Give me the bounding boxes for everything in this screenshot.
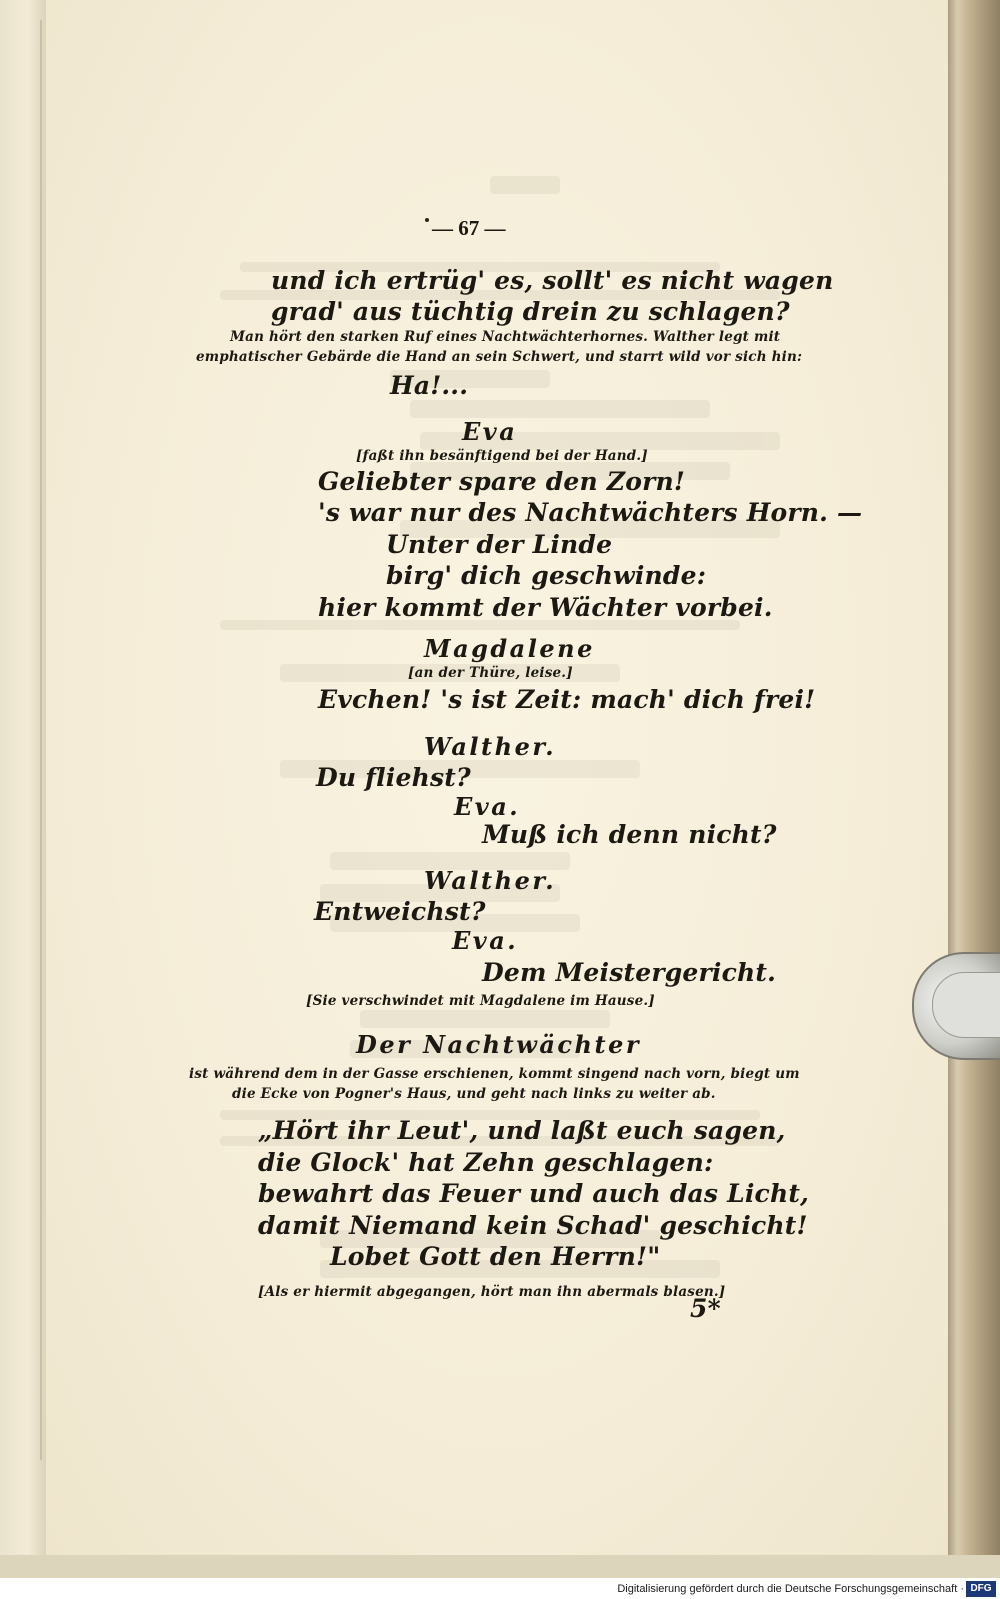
verse-line: Entweichst? xyxy=(314,897,486,926)
stage-direction: emphatischer Gebärde die Hand an sein Schwert, und starrt wild vor sich hin: xyxy=(196,349,803,365)
verse-line: damit Niemand kein Schad' geschicht! xyxy=(258,1211,808,1240)
page-number: — 67 — xyxy=(432,216,506,240)
speaker-eva: Eva xyxy=(462,417,518,446)
speaker-magdalene: Magdalene xyxy=(424,634,595,663)
speaker-walther: Walther. xyxy=(424,866,557,895)
verse-line: „Hört ihr Leut', und laßt euch sagen, xyxy=(258,1116,786,1145)
verse-line: Du fliehst? xyxy=(316,763,471,792)
ink-dot xyxy=(425,218,429,222)
verse-line: Ha!... xyxy=(390,371,469,400)
stage-direction: die Ecke von Pogner's Haus, und geht nach links zu weiter ab. xyxy=(232,1086,716,1102)
verse-line: Lobet Gott den Herrn!" xyxy=(330,1242,661,1271)
verse-line: Geliebter spare den Zorn! xyxy=(318,467,686,496)
stage-direction: [Als er hiermit abgegangen, hört man ihn abermals blasen.] xyxy=(258,1284,726,1300)
verse-line: die Glock' hat Zehn geschlagen: xyxy=(258,1148,714,1177)
speaker-eva: Eva. xyxy=(452,926,519,955)
verse-line: grad' aus tüchtig drein zu schlagen? xyxy=(271,297,790,326)
verse-line: Unter der Linde xyxy=(386,530,613,559)
verse-line: hier kommt der Wächter vorbei. xyxy=(318,593,773,622)
verse-line: Muß ich denn nicht? xyxy=(482,820,777,849)
digitization-credit: Digitalisierung gefördert durch die Deutsche Forschungsgemeinschaft · xyxy=(617,1583,964,1595)
verse-line: Evchen! 's ist Zeit: mach' dich frei! xyxy=(318,685,816,714)
verse-line: bewahrt das Feuer und auch das Licht, xyxy=(258,1179,810,1208)
dfg-logo: DFG xyxy=(966,1581,996,1597)
verse-line: Dem Meistergericht. xyxy=(482,958,777,987)
speaker-walther: Walther. xyxy=(424,732,557,761)
stage-direction: ist während dem in der Gasse erschienen, kommt singend nach vorn, biegt um xyxy=(189,1066,800,1082)
verse-line: birg' dich geschwinde: xyxy=(386,561,707,590)
stage-direction: [faßt ihn besänftigend bei der Hand.] xyxy=(356,448,648,464)
stage-direction: [an der Thüre, leise.] xyxy=(408,665,573,681)
speaker-eva: Eva. xyxy=(454,792,521,821)
stage-direction: Man hört den starken Ruf eines Nachtwächterhornes. Walther legt mit xyxy=(230,329,781,345)
signature-mark: 5* xyxy=(690,1294,721,1323)
stage-direction: [Sie verschwindet mit Magdalene im Hause.] xyxy=(306,993,655,1009)
verse-line: und ich ertrüg' es, sollt' es nicht wagen xyxy=(271,266,834,295)
verse-line: 's war nur des Nachtwächters Horn. — xyxy=(318,498,863,527)
speaker-nachtwaechter: Der Nachtwächter xyxy=(356,1030,641,1059)
